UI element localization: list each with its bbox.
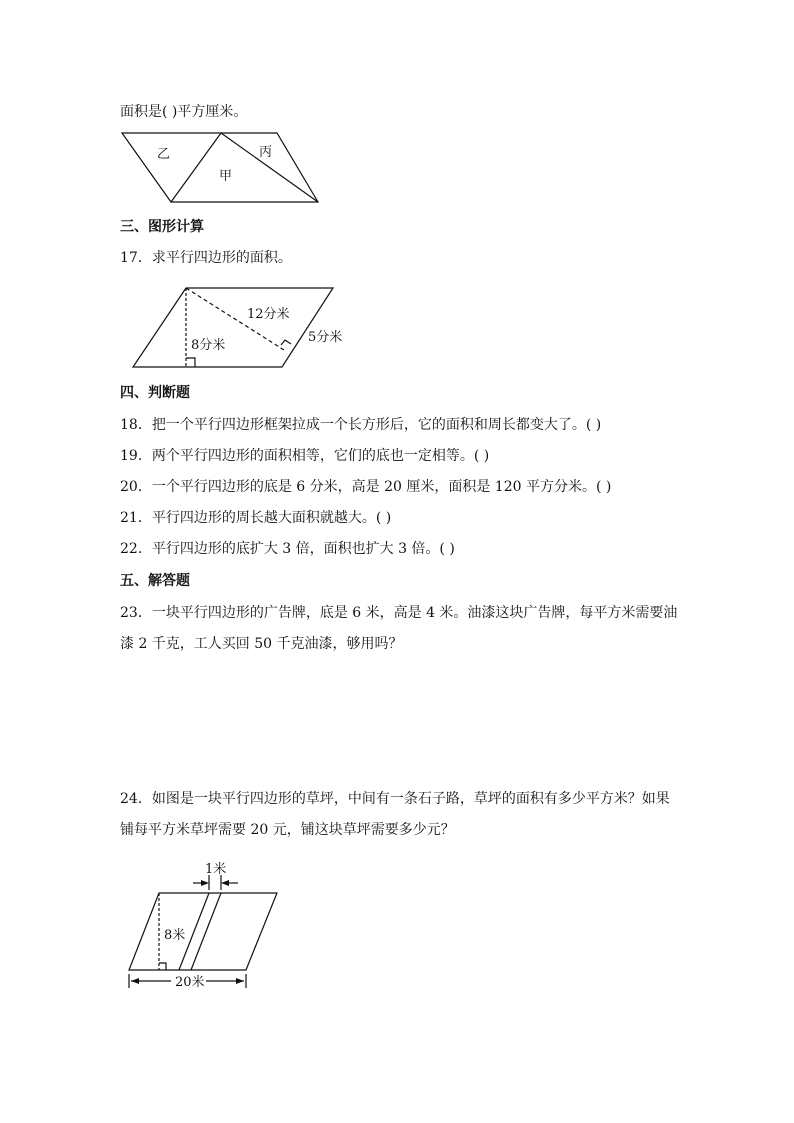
figure-24-shape xyxy=(129,875,277,988)
question-23-line-1: 23．一块平行四边形的广告牌，底是 6 米，高是 4 米。油漆这块广告牌，每平方米需要油 xyxy=(120,605,678,621)
fig16-label-yi: 乙 xyxy=(157,147,171,162)
question-22: 22．平行四边形的底扩大 3 倍，面积也扩大 3 倍。( ) xyxy=(120,541,455,557)
fig16-label-bing: 丙 xyxy=(259,145,273,160)
question-24-line-2: 铺每平方米草坪需要 20 元，铺这块草坪需要多少元？ xyxy=(120,822,455,838)
fig24-outline xyxy=(129,893,277,970)
fig24-base-arrowhead-left xyxy=(131,978,139,984)
question-17: 17．求平行四边形的面积。 xyxy=(120,250,292,266)
section-3-heading: 三、图形计算 xyxy=(120,219,204,235)
fig17-label-12: 12分米 xyxy=(247,307,290,322)
fig24-arrowhead-right xyxy=(221,880,229,886)
figure-17-shape xyxy=(133,288,333,367)
q16-tail-text: 面积是( )平方厘米。 xyxy=(120,104,248,120)
section-5-heading: 五、解答题 xyxy=(120,573,190,589)
question-24-line-1: 24．如图是一块平行四边形的草坪，中间有一条石子路，草坪的面积有多少平方米？如果 xyxy=(120,791,670,807)
fig24-path-left xyxy=(179,893,209,970)
fig16-outline xyxy=(122,133,318,202)
fig24-label-8m: 8米 xyxy=(164,928,186,943)
fig24-base-arrowhead-right xyxy=(236,978,244,984)
fig24-label-20m: 20米 xyxy=(175,975,205,990)
fig16-diagonal xyxy=(221,133,318,202)
fig16-label-jia: 甲 xyxy=(219,169,233,184)
fig24-arrowhead-left xyxy=(201,880,209,886)
fig16-divider-left xyxy=(171,133,221,202)
fig17-right-angle-bottom xyxy=(186,358,195,367)
fig24-path-right xyxy=(191,893,221,970)
question-21: 21．平行四边形的周长越大面积就越大。( ) xyxy=(120,510,392,526)
fig17-right-angle-side xyxy=(281,340,291,345)
fig17-label-5: 5分米 xyxy=(308,330,343,345)
fig24-right-angle xyxy=(159,963,166,970)
figure-16-shape xyxy=(122,133,318,202)
question-23-line-2: 漆 2 千克，工人买回 50 千克油漆，够用吗？ xyxy=(120,636,403,652)
fig17-label-8: 8分米 xyxy=(191,338,226,353)
fig17-height-12 xyxy=(186,288,284,350)
question-20: 20．一个平行四边形的底是 6 分米，高是 20 厘米，面积是 120 平方分米。( ) xyxy=(120,479,612,495)
section-4-heading: 四、判断题 xyxy=(120,385,190,401)
question-18: 18．把一个平行四边形框架拉成一个长方形后，它的面积和周长都变大了。( ) xyxy=(120,417,602,433)
fig24-label-1m: 1米 xyxy=(205,862,227,877)
question-19: 19．两个平行四边形的面积相等，它们的底也一定相等。( ) xyxy=(120,448,490,464)
fig17-outline xyxy=(133,288,333,367)
